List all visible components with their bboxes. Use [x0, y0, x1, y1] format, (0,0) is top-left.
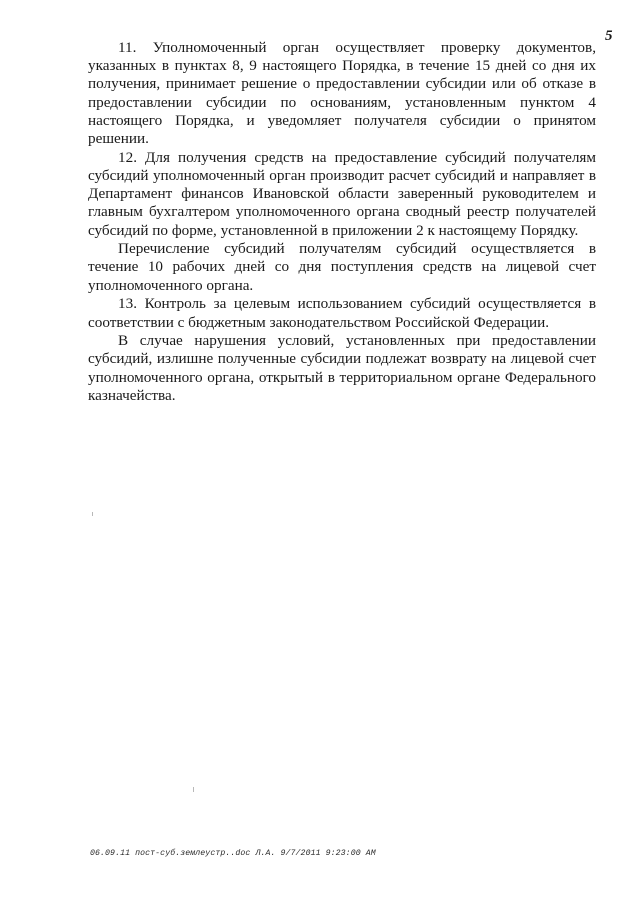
- paragraph-13-violation: В случае нарушения условий, установленных при предоставлении субсидий, излишне полученные субсидии подлежат возврату на лицевой счет уполномоченного органа, открытый в территориальном органе Федерального казначейства.: [88, 332, 596, 404]
- page-number: 5: [605, 28, 613, 44]
- document-body: [88, 39, 596, 406]
- paragraph-12: 12. Для получения средств на предоставление субсидий получателям субсидий уполномоченный орган производит расчет субсидий и направляет в Департамент финансов Ивановской области заверенный руководителем и главным бухгалтером уполномоченного органа сводный реестр получателей субсидий по форме, установленной в приложении 2 к настоящему Порядку.: [88, 148, 596, 239]
- scan-speck: [92, 512, 93, 516]
- paragraph-12-transfer: Перечисление субсидий получателям субсидий осуществляется в течение 10 рабочих дней со дня поступления средств на лицевой счет уполномоченного органа.: [88, 240, 596, 294]
- paragraph-13: 13. Контроль за целевым использованием субсидий осуществляется в соответствии с бюджетным законодательством Российской Федерации.: [88, 295, 596, 331]
- file-footer: 06.09.11 пост-суб.землеустр..doc Л.А. 9/7/2011 9:23:00 AM: [90, 849, 376, 858]
- paragraph-11: 11. Уполномоченный орган осуществляет проверку документов, указанных в пунктах 8, 9 настоящего Порядка, в течение 15 дней со дня их получения, принимает решение о предоставлении субсидии или об отказе в предоставлении субсидии по основаниям, установленным пунктом 4 настоящего Порядка, и уведомляет получателя субсидии о принятом решении.: [88, 39, 596, 148]
- scan-speck: [193, 787, 194, 792]
